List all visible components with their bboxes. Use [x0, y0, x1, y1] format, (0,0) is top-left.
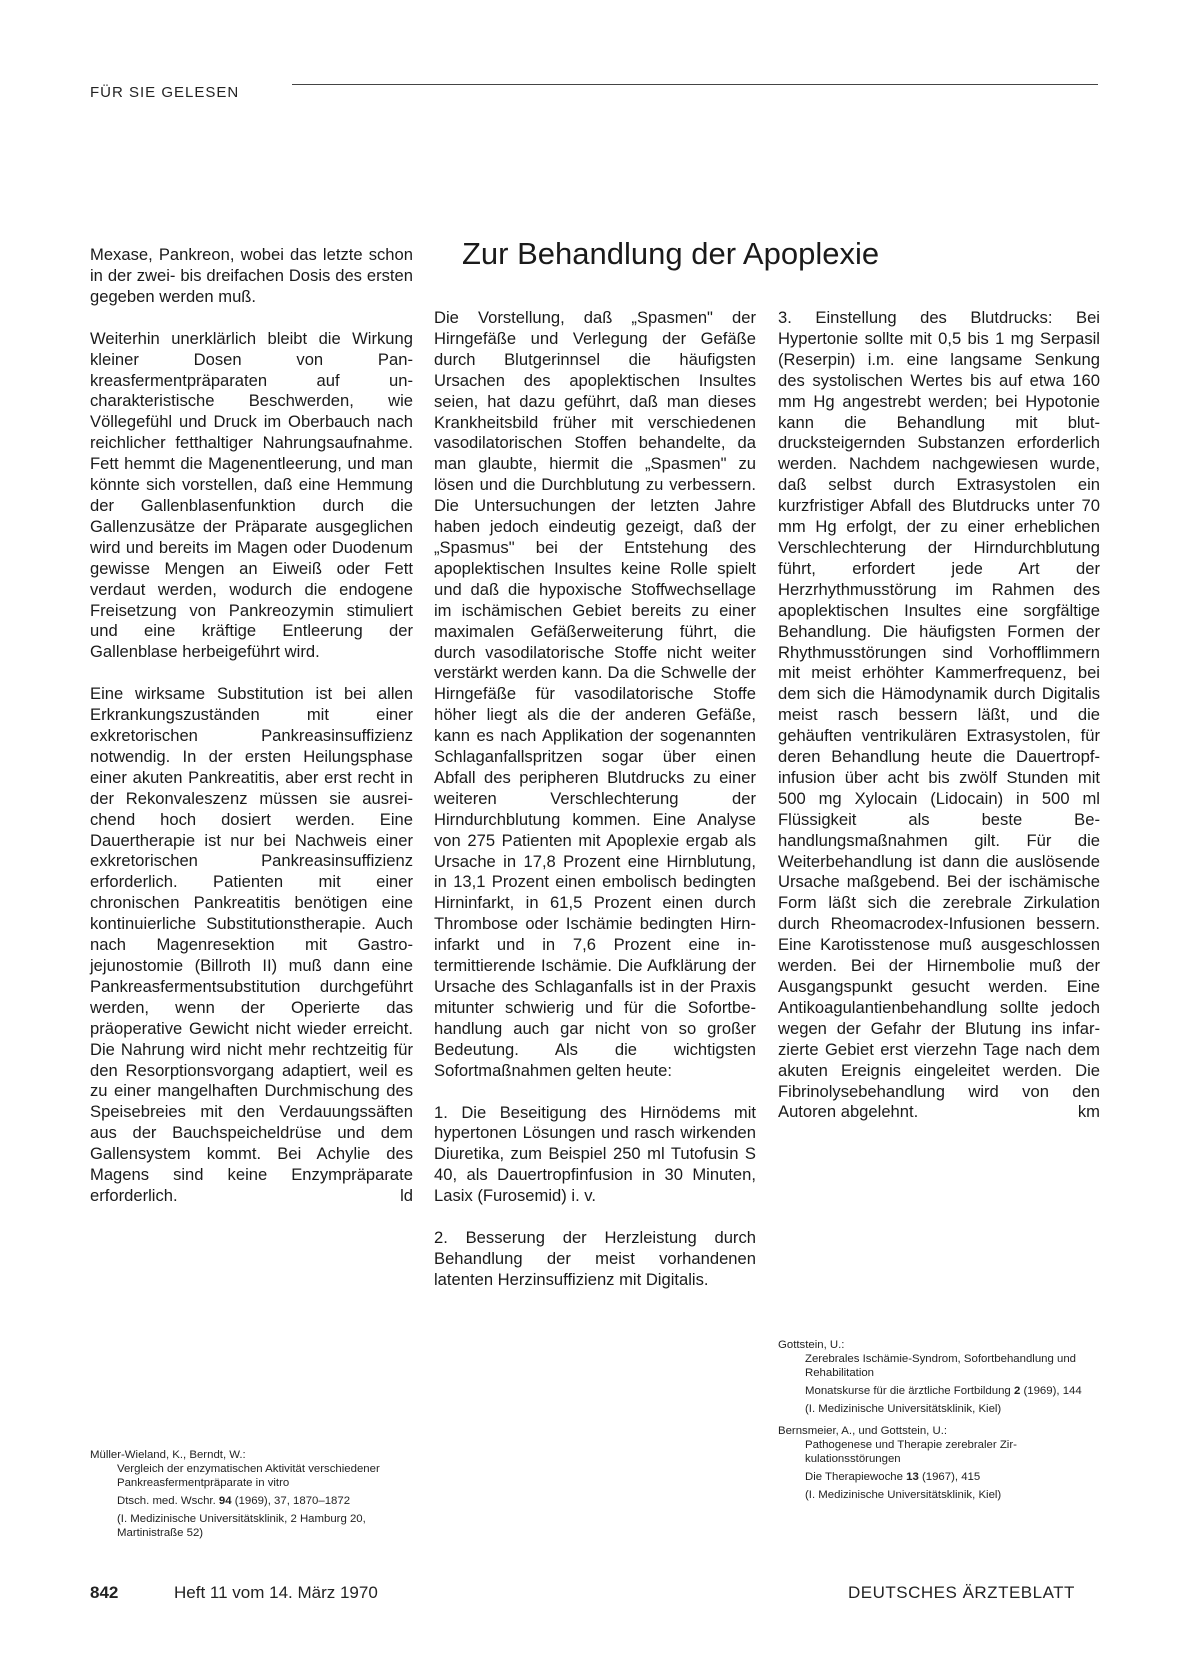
- reference-authors: Gottstein, U.:: [778, 1339, 845, 1351]
- left-paragraph-3: [90, 684, 413, 1207]
- page-number: 842: [90, 1583, 119, 1602]
- article-column-1: [434, 308, 756, 1291]
- reference-title: Zerebrales Ischämie-Syndrom, Sofortbehandlung und Rehabilitation: [805, 1353, 1076, 1379]
- reference-volume: 2: [1013, 1385, 1021, 1397]
- reference-volume: 13: [906, 1471, 919, 1483]
- reference-pages: (1967), 415: [921, 1471, 981, 1483]
- article-paragraph-4: [778, 308, 1100, 1123]
- reference-pages: (1969), 144: [1023, 1385, 1082, 1397]
- reference-affiliation: (I. Medizinische Universitätsklinik, Kiel): [805, 1403, 1002, 1415]
- left-article-column: [90, 245, 413, 1207]
- article-paragraph-1: Die Vorstellung, daß „Spasmen" der Hirngefäße und Verlegung der Gefäße durch Blutgerinnsel die häufigsten Ursachen des apoplektischen Insultes seien, hat dazu geführt, daß man dieses Krankheitsbild früher mit verschiedenen vasodilatorischen Stoffen behandelte, da man glaubte, hiermit die „Spasmen" zu lösen und die Durchblutung zu verbessern. Die Untersuchungen der letzten Jahre haben jedoch eindeutig gezeigt, daß der „Spasmus" bei der Entstehung des apoplektischen Insultes keine Rolle spielt und daß die hypoxische Stoffwechsellage im ischämischen Gebiet bereits zu einer maximalen Gefäßerweiterung führt, die durch vasodilatorische Stoffe nicht weiter verstärkt werden kann. Da die Schwelle der Hirngefäße für vasodilatorische Stoffe höher liegt als die der anderen Gefäße, kann es nach Applikation der sogenannten Schlaganfallspritzen sogar über einen Abfall des peripheren Blutdrucks zu einer weiteren Verschlechterung der Hirndurchblutung kommen. Eine Analyse von 275 Patienten mit Apoplexie ergab als Ursache in 17,8 Prozent eine Hirnblutung, in 13,1 Prozent einen embolisch bedingten Hirninfarkt, in 61,5 Prozent einen durch Thrombose oder Ischämie bedingten Hirninfarkt und in 7,6 Prozent eine intermittierende Ischämie. Die Aufklärung der Ursache des Schlaganfalls ist in der Praxis mitunter schwierig und für die Sofortbehandlung auch gar nicht von so großer Bedeutung. Als die wichtigsten Sofortmaßnahmen gelten heute:: [434, 308, 756, 1080]
- article-column-2: [778, 308, 1100, 1123]
- left-paragraph-3-text: Eine wirksame Substitution ist bei allen Erkrankungszuständen mit einer exkretorischen Pankreasinsuffizienz notwendig. In der ersten Heilungsphase einer akuten Pankreatitis, aber erst recht in der Rekonvaleszenz müssen sie ausreichend hoch dosiert werden. Eine Dauertherapie ist nur bei Nachweis einer exkretorischen Pankreasinsuffizienz erforderlich. Patienten mit einer chronischen Pankreatitis benötigen eine kontinuierliche Substitutionstherapie. Auch nach Magenresektion mit Gastrojejunostomie (Billroth II) muß dann eine Pankreasfermentsubstitution durchgeführt werden, wenn der Operierte das präoperative Gewicht nicht wieder erreicht. Die Nahrung wird nicht mehr rechtzeitig für den Resorptionsvorgang adaptiert, weil es zu einer mangelhaften Durchmischung des Speisebreies mit den Verdauungssäften aus der Bauchspeicheldrüse und dem Gallensystem kommt. Bei Achylie des Magens sind keine Enzympräparate erforderlich.: [90, 684, 413, 1205]
- reference-journal: [778, 1470, 1100, 1484]
- journal-name: DEUTSCHES ÄRZTEBLATT: [848, 1583, 1075, 1602]
- article-paragraph-3: 2. Besserung der Herzleistung durch Behandlung der meist vorhandenen latenten Herzinsuffizienz mit Digitalis.: [434, 1228, 756, 1289]
- reference-journal: [778, 1384, 1100, 1398]
- reference-affiliation: (I. Medizinische Universitätsklinik, 2 Hamburg 20, Martinistraße 52): [117, 1513, 366, 1539]
- reference-journal-name: Die Therapiewoche: [805, 1471, 903, 1483]
- left-reference: [90, 1448, 415, 1540]
- left-paragraph-1: Mexase, Pankreon, wobei das letzte schon in der zwei- bis dreifachen Dosis des ersten gegeben werden muß.: [90, 245, 413, 306]
- article-reference-1: [778, 1338, 1100, 1416]
- reference-journal: [90, 1494, 415, 1508]
- reference-authors: Bernsmeier, A., und Gottstein, U.:: [778, 1425, 948, 1437]
- reference-volume: 94: [218, 1495, 232, 1507]
- article-paragraph-4-text: 3. Einstellung des Blutdrucks: Bei Hypertonie sollte mit 0,5 bis 1 mg Serpasil (Reserpin) i.m. eine langsame Senkung des systolischen Wertes bis auf etwa 160 mm Hg angestrebt werden; bei Hypotonie kann die Behandlung mit blutdrucksteigernden Substanzen erforderlich werden. Nachdem nachgewiesen wurde, daß selbst durch Extrasystolen ein kurzfristiger Abfall des Blutdrucks unter 70 mm Hg erfolgt, der zu einer erheblichen Verschlechterung der Hirndurchblutung führt, erfordert jede Art der Herzrhythmusstörung im Rahmen des apoplektischen Insultes eine sorgfältige Behandlung. Die häufigsten Formen der Rhythmusstörungen sind Vorhofflimmern mit meist erhöhter Kammerfrequenz, bei dem sich die Hämodynamik durch Digitalis meist rasch bessern läßt, und die gehäuften ventrikulären Extrasystolen, für deren Behandlung heute die Dauertropfinfusion über acht bis zwölf Stunden mit 500 mg Xylocain (Lidocain) in 500 ml Flüssigkeit als beste Behandlungsmaßnahmen gilt. Für die Weiterbehandlung ist dann die auslösende Ursache maßgebend. Bei der ischämische Form läßt sich die zerebrale Zirkulation durch Rheomacrodex-Infusionen bessern. Eine Karotisstenose muß ausgeschlossen werden. Bei der Hirnembolie muß der Ausgangspunkt gesucht werden. Eine Antikoagulantienbehandlung sollte jedoch wegen der Gefahr der Blutung ins infarzierte Gebiet erst vierzehn Tage nach dem akuten Ereignis eingeleitet werden. Die Fibrinolysebehandlung wird von den Autoren abgelehnt.: [778, 308, 1100, 1122]
- article-paragraph-2: 1. Die Beseitigung des Hirnödems mit hypertonen Lösungen und rasch wirkenden Diuretika, zum Beispiel 250 ml Tutofusin S 40, als Dauertropfinfusion in 30 Minuten, Lasix (Furosemid) i. v.: [434, 1102, 756, 1206]
- article-title: Zur Behandlung der Apoplexie: [462, 236, 880, 271]
- article-reference-2: [778, 1424, 1100, 1502]
- header-rule: [292, 84, 1098, 85]
- left-paragraph-2: Weiterhin unerklärlich bleibt die Wirkung kleiner Dosen von Pankreasfermentpräparaten auf uncharakteristische Beschwerden, wie Völlegefühl und Druck im Oberbauch nach reichlicher fetthaltiger Nahrungsaufnahme. Fett hemmt die Magenentleerung, und man könnte sich vorstellen, daß eine Hemmung der Gallenblasenfunktion durch die Gallenzusätze der Präparate ausgeglichen wird und bereits im Magen oder Duodenum gewisse Mengen an Eiweiß oder Fett verdaut werden, wodurch die endogene Freisetzung von Pankreozymin stimuliert und eine kräftige Entleerung der Gallenblase herbeigeführt wird.: [90, 328, 413, 662]
- reference-affiliation: (I. Medizinische Universitätsklinik, Kiel): [805, 1489, 1002, 1501]
- reference-authors: Müller-Wieland, K., Berndt, W.:: [90, 1449, 246, 1461]
- article-signature: km: [1077, 1102, 1100, 1122]
- reference-title: Vergleich der enzymatischen Aktivität verschiedener Pankreasfermentpräparate in vitro: [117, 1463, 380, 1489]
- reference-pages: (1969), 37, 1870–1872: [234, 1495, 351, 1507]
- reference-title: Pathogenese und Therapie zerebraler Zirkulationsstörungen: [805, 1439, 1017, 1465]
- issue-info: Heft 11 vom 14. März 1970: [174, 1583, 378, 1602]
- left-article-signature: ld: [400, 1185, 413, 1205]
- reference-journal-name: Dtsch. med. Wschr.: [117, 1495, 216, 1507]
- reference-journal-name: Monatskurse für die ärztliche Fortbildung: [805, 1385, 1011, 1397]
- section-label: FÜR SIE GELESEN: [90, 84, 240, 101]
